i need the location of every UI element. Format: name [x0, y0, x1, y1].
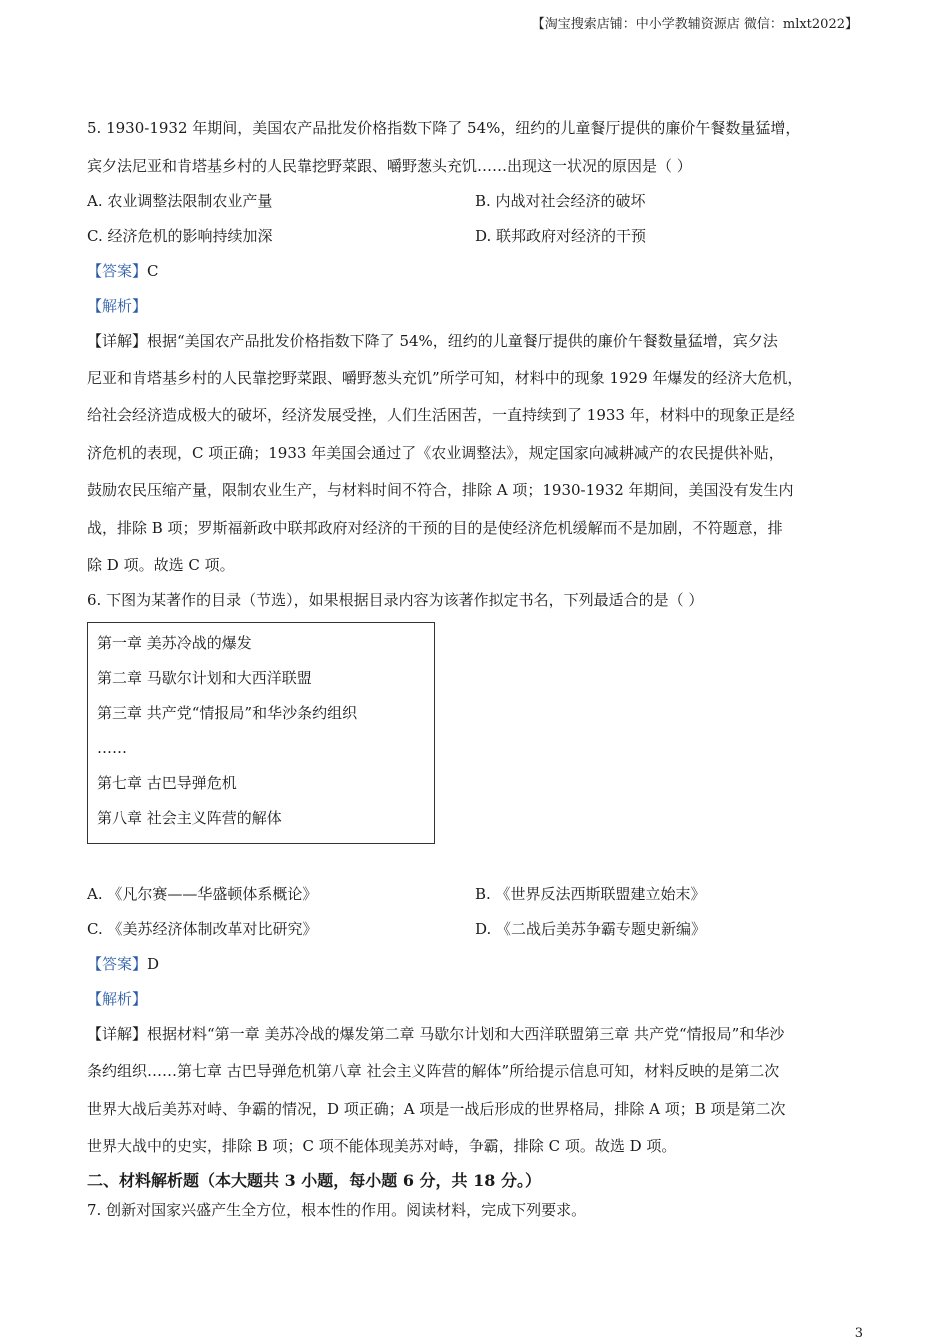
q6-detail-line1: [87, 1024, 784, 1044]
q6-analysis-tag: 【解析】: [87, 990, 148, 1008]
q5-stem-line2: 宾夕法尼亚和肯塔基乡村的人民靠挖野菜跟、嚼野葱头充饥……出现这一状况的原因是（ ）: [87, 157, 692, 175]
q5-option-c: C. 经济危机的影响持续加深: [87, 227, 273, 245]
section-title: 二、材料解析题（本大题共 3 小题，每小题 6 分，共 18 分。）: [87, 1171, 541, 1190]
toc-item: 第一章 美苏冷战的爆发: [97, 634, 252, 652]
q6-option-d: D. 《二战后美苏争霸专题史新编》: [475, 920, 707, 938]
q5-detail-line1: [87, 331, 778, 351]
q5-detail-line3: 给社会经济造成极大的破坏，经济发展受挫，人们生活困苦，一直持续到了 1933 年，材料中的现象正是经: [87, 406, 795, 424]
q5-option-d: D. 联邦政府对经济的干预: [475, 227, 647, 245]
answer-value: C: [147, 262, 159, 280]
q6-option-c: C. 《美苏经济体制改革对比研究》: [87, 920, 318, 938]
q5-detail-line6: 战，排除 B 项；罗斯福新政中联邦政府对经济的干预的目的是使经济危机缓解而不是加剧，不符题意，排: [87, 519, 783, 537]
detail-text: 根据“美国农产品批发价格指数下降了 54%，纽约的儿童餐厅提供的廉价午餐数量猛增，宾夕法: [147, 332, 778, 350]
q5-answer: [87, 261, 159, 281]
answer-value: D: [147, 955, 160, 973]
q6-answer: [87, 954, 159, 974]
table-of-contents-box: [87, 622, 435, 844]
q5-option-a: A. 农业调整法限制农业产量: [87, 192, 273, 210]
q6-option-a: A. 《凡尔赛——华盛顿体系概论》: [87, 885, 318, 903]
q6-detail-line2: 条约组织……第七章 古巴导弹危机第八章 社会主义阵营的解体”所给提示信息可知，材料反映的是第二次: [87, 1062, 780, 1080]
detail-tag: 【详解】: [87, 332, 148, 350]
toc-item: ……: [97, 739, 127, 757]
answer-tag: 【答案】: [87, 955, 148, 973]
q7-stem: 7. 创新对国家兴盛产生全方位，根本性的作用。阅读材料，完成下列要求。: [87, 1201, 587, 1219]
q5-detail-line7: 除 D 项。故选 C 项。: [87, 556, 235, 574]
q5-stem-line1: 5. 1930-1932 年期间，美国农产品批发价格指数下降了 54%，纽约的儿童餐厅提供的廉价午餐数量猛增，: [87, 119, 801, 137]
q5-analysis-tag: 【解析】: [87, 297, 148, 315]
detail-text: 根据材料“第一章 美苏冷战的爆发第二章 马歇尔计划和大西洋联盟第三章 共产党“情报局”和华沙: [147, 1025, 785, 1043]
q6-detail-line4: 世界大战中的史实，排除 B 项；C 项不能体现美苏对峙，争霸，排除 C 项。故选 D 项。: [87, 1137, 677, 1155]
detail-tag: 【详解】: [87, 1025, 148, 1043]
q5-detail-line2: 尼亚和肯塔基乡村的人民靠挖野菜跟、嚼野葱头充饥”所学可知，材料中的现象 1929 年爆发的经济大危机，: [87, 369, 803, 387]
q6-detail-line3: 世界大战后美苏对峙、争霸的情况，D 项正确；A 项是一战后形成的世界格局，排除 A 项；B 项是第二次: [87, 1100, 786, 1118]
q5-detail-line4: 济危机的表现，C 项正确；1933 年美国会通过了《农业调整法》，规定国家向减耕减产的农民提供补贴，: [87, 444, 784, 462]
answer-tag: 【答案】: [87, 262, 148, 280]
q5-option-b: B. 内战对社会经济的破坏: [475, 192, 646, 210]
toc-item: 第三章 共产党“情报局”和华沙条约组织: [97, 704, 358, 722]
q6-option-b: B. 《世界反法西斯联盟建立始末》: [475, 885, 706, 903]
q6-stem: 6. 下图为某著作的目录（节选），如果根据目录内容为该著作拟定书名，下列最适合的是（ ）: [87, 591, 704, 609]
q5-detail-line5: 鼓励农民压缩产量，限制农业生产，与材料时间不符合，排除 A 项；1930-1932 年期间，美国没有发生内: [87, 481, 794, 499]
page-number: 3: [854, 1326, 863, 1341]
toc-item: 第七章 古巴导弹危机: [97, 774, 237, 792]
toc-item: 第八章 社会主义阵营的解体: [97, 809, 282, 827]
header-note: 【淘宝搜索店铺：中小学教辅资源店 微信：mlxt2022】: [531, 17, 858, 32]
toc-item: 第二章 马歇尔计划和大西洋联盟: [97, 669, 312, 687]
